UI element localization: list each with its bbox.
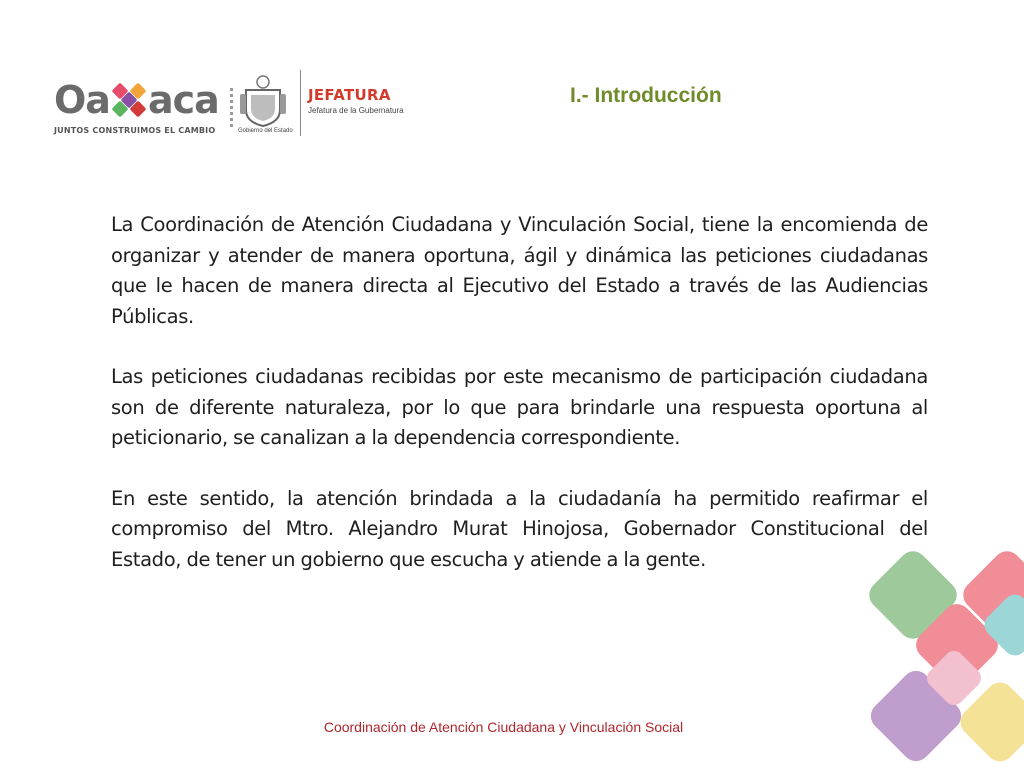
paragraph-2: Las peticiones ciudadanas recibidas por este mecanismo de participación ciudadana son de diferente naturaleza, por lo que para brindarle una respuesta oportuna al peticionario, se canalizan a la dependencia correspondiente. [111, 365, 928, 449]
footer-caption: Coordinación de Atención Ciudadana y Vinculación Social [323, 719, 684, 735]
state-seal-icon [238, 72, 288, 128]
header-logos [52, 66, 412, 142]
jefatura-subtitle: Jefatura de la Gubernatura [308, 106, 404, 115]
paragraph-3: En este sentido, la atención brindada a la ciudadanía ha permitido reafirmar el compromiso del Mtro. Alejandro Murat Hinojosa, Gobernador Constitucional del Estado, de tener un gobierno que escucha y atiende a la gente. [111, 486, 928, 571]
oaxaca-logo-post: aca [147, 78, 219, 122]
oaxaca-x-icon [110, 83, 148, 117]
paragraph-1: La Coordinación de Atención Ciudadana y Vinculación Social, tiene la encomienda de organizar y atender de manera oportuna, ágil y dinámica las peticiones ciudadanas que le hacen de manera directa al Ejecutivo del Estado a través de las Audiencias Públicas. [111, 213, 928, 328]
seal-caption: Gobierno del Estado [238, 128, 293, 134]
body-text [111, 210, 928, 605]
dotted-divider [230, 88, 233, 128]
jefatura-title: JEFATURA [308, 86, 391, 104]
logo-divider [300, 70, 301, 136]
oaxaca-logo-pre: Oa [54, 78, 110, 122]
page-title: I.- Introducción [570, 84, 722, 107]
oaxaca-logo [54, 80, 219, 120]
slogan: JUNTOS CONSTRUIMOS EL CAMBIO [54, 126, 216, 135]
